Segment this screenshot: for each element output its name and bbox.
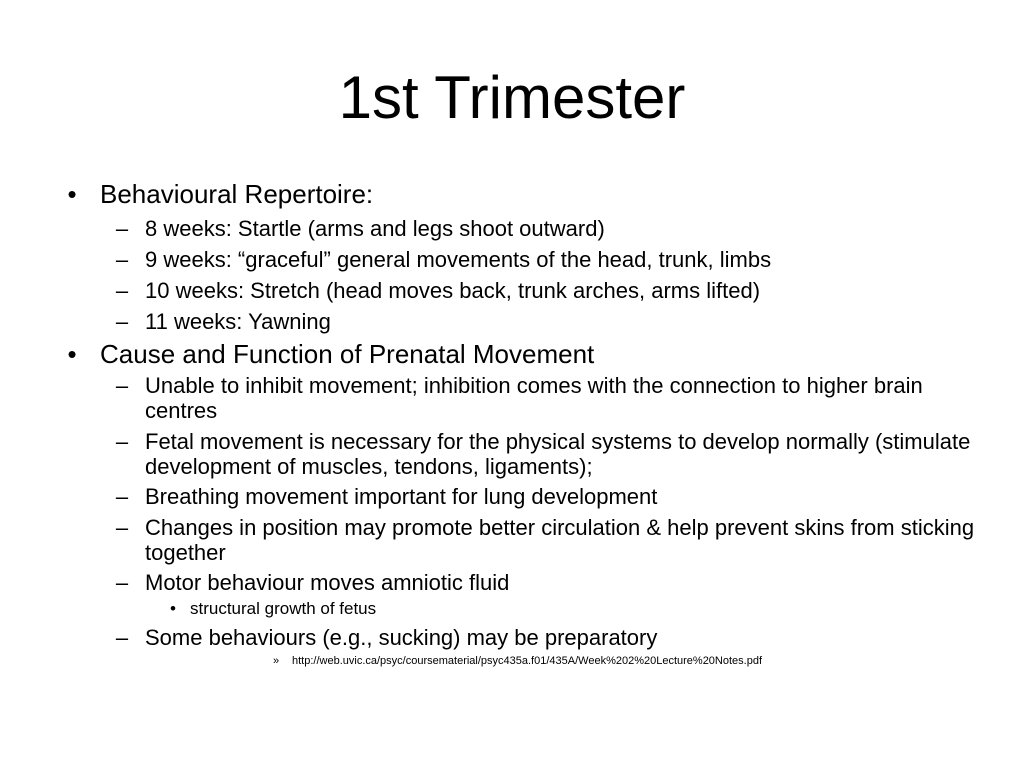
source-url-line <box>272 654 992 668</box>
sub-bullet-text: Changes in position may promote better circulation & help prevent skins from sticking together <box>145 515 975 565</box>
dash-icon: – <box>115 373 129 398</box>
bullet-cause-and-function <box>67 339 980 370</box>
sub-sub-bullet-structural-growth <box>170 599 950 619</box>
sub-bullet-text: 8 weeks: Startle (arms and legs shoot outward) <box>145 216 605 241</box>
bullet-icon: • <box>67 339 77 369</box>
sub-sub-bullet-text: structural growth of fetus <box>190 599 377 618</box>
dash-icon: – <box>115 570 129 595</box>
sub-bullet-unable-to-inhibit <box>115 373 975 423</box>
double-arrow-icon: » <box>272 655 280 667</box>
sub-bullet-10-weeks <box>115 278 975 303</box>
sub-bullet-text: 10 weeks: Stretch (head moves back, trunk arches, arms lifted) <box>145 278 761 303</box>
sub-bullet-text: 9 weeks: “graceful” general movements of the head, trunk, limbs <box>145 247 772 272</box>
dash-icon: – <box>115 625 129 650</box>
sub-bullet-some-behaviours <box>115 625 975 650</box>
slide-title: 1st Trimester <box>338 64 686 131</box>
source-url: http://web.uvic.ca/psyc/coursematerial/psyc435a.f01/435A/Week%202%20Lecture%20Notes.pdf <box>292 655 763 667</box>
dash-icon: – <box>115 247 129 272</box>
sub-bullet-text: Fetal movement is necessary for the physical systems to develop normally (stimulate development of muscles, tendons, ligaments); <box>145 429 971 479</box>
bullet-icon: • <box>67 179 77 209</box>
sub-bullet-changes-in-position <box>115 515 975 565</box>
dash-icon: – <box>115 515 129 540</box>
sub-bullet-text: Motor behaviour moves amniotic fluid <box>145 570 510 595</box>
sub-bullet-text: Breathing movement important for lung development <box>145 484 658 509</box>
sub-bullet-11-weeks <box>115 309 975 334</box>
bullet-text: Cause and Function of Prenatal Movement <box>100 339 595 369</box>
dash-icon: – <box>115 216 129 241</box>
dash-icon: – <box>115 309 129 334</box>
sub-bullet-breathing <box>115 484 975 509</box>
sub-bullet-motor-behaviour <box>115 570 975 595</box>
dash-icon: – <box>115 429 129 454</box>
dash-icon: – <box>115 484 129 509</box>
bullet-icon: • <box>170 599 176 618</box>
sub-bullet-text: Some behaviours (e.g., sucking) may be preparatory <box>145 625 658 650</box>
bullet-text: Behavioural Repertoire: <box>100 179 374 209</box>
dash-icon: – <box>115 278 129 303</box>
sub-bullet-9-weeks <box>115 247 975 272</box>
sub-bullet-text: 11 weeks: Yawning <box>145 309 331 334</box>
sub-bullet-fetal-movement <box>115 429 975 479</box>
sub-bullet-text: Unable to inhibit movement; inhibition comes with the connection to higher brain centres <box>145 373 923 423</box>
bullet-behavioural-repertoire <box>67 179 980 210</box>
sub-bullet-8-weeks <box>115 216 975 241</box>
